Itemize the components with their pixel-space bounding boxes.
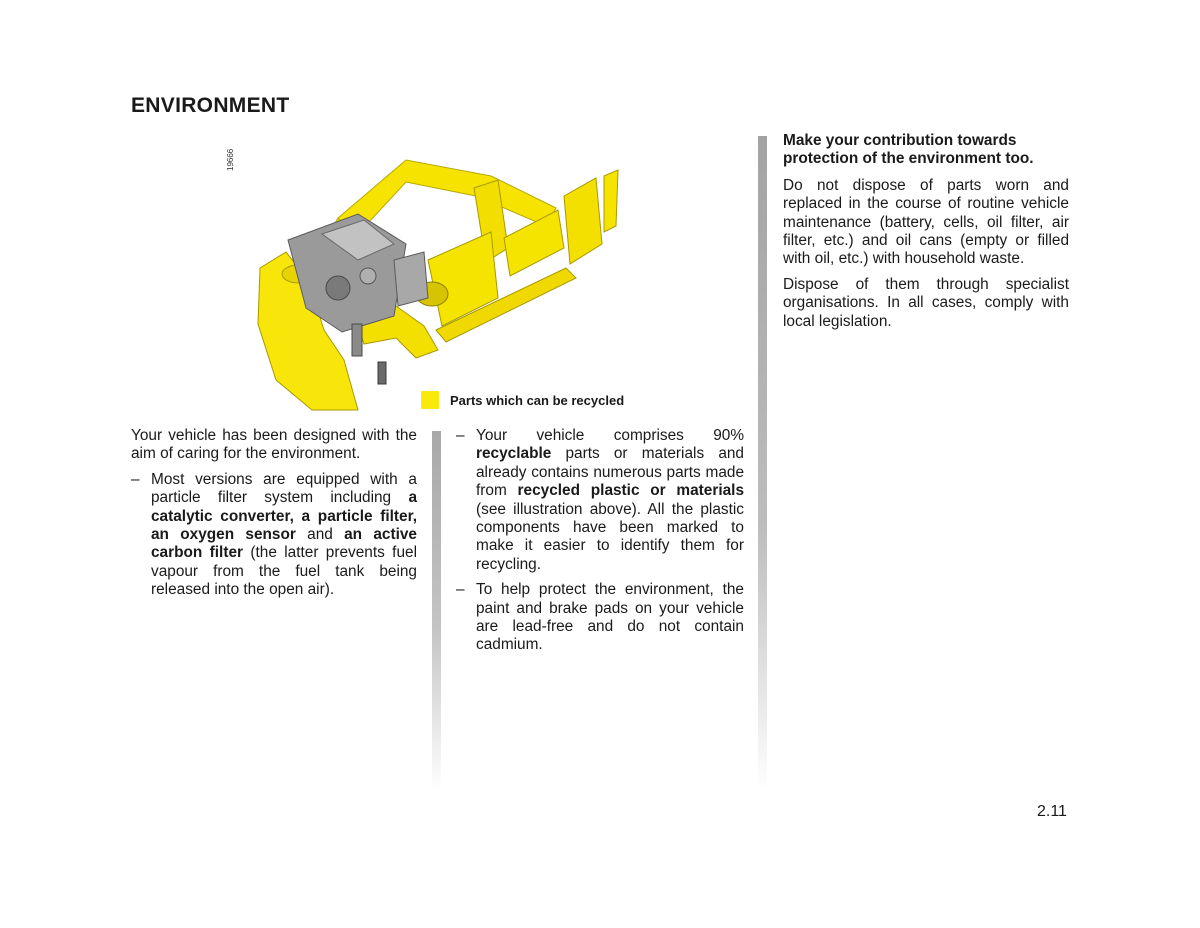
list-text: (see illustration above). All the plastic components have been marked to make it easier to identify them for recycling. [476, 500, 744, 573]
paragraph: Do not dispose of parts worn and replaced in the course of routine vehicle maintenance (battery, cells, oil filter, air filter, etc.) and oil cans (empty or filled with oil, etc.) with household waste. [783, 176, 1069, 268]
column-divider [758, 136, 767, 791]
list-dash: – [456, 427, 465, 444]
column-right [783, 132, 1069, 338]
column-middle [456, 427, 744, 662]
intro-paragraph: Your vehicle has been designed with the aim of caring for the environment. [131, 427, 417, 463]
vehicle-illustration [246, 148, 626, 413]
list-text: Most versions are equipped with a particle filter system including [151, 470, 417, 507]
list-bold-text: recyclable [476, 445, 552, 463]
list-dash: – [131, 470, 140, 488]
list-item [456, 581, 744, 655]
list-text: parts or materials and already contains numerous parts made from [476, 445, 744, 500]
legend-label: Parts which can be recycled [450, 392, 625, 408]
list-bold-text: recycled plastic or materials [517, 482, 745, 500]
list-text: (the latter prevents fuel vapour from the fuel tank being released into the open air). [151, 544, 417, 599]
list-dash: – [456, 581, 465, 599]
image-code: 19666 [226, 148, 235, 172]
column-divider [432, 431, 441, 791]
list-text: To help protect the environment, the paint and brake pads on your vehicle are lead-free and do not contain cadmium. [476, 581, 744, 654]
column-left [131, 427, 417, 607]
rear-pillar [604, 170, 618, 232]
list-bold-text: an active carbon filter [151, 526, 417, 562]
page-number: 2.11 [1037, 803, 1067, 820]
rear-panel [564, 178, 602, 264]
list-text: Your vehicle comprises 90% [476, 427, 744, 444]
recyclable-legend [421, 391, 624, 409]
page-title: ENVIRONMENT [131, 94, 290, 117]
list-item [456, 427, 744, 574]
list-text: and [295, 526, 345, 544]
paragraph: Dispose of them through specialist organisations. In all cases, comply with local legislation. [783, 275, 1069, 330]
list-bold-text: a catalytic converter, a particle filter, an oxygen sensor [151, 489, 417, 544]
legend-swatch [421, 391, 439, 409]
list-item [131, 471, 417, 600]
section-heading: Make your contribution towards protection of the environment too. [783, 132, 1034, 168]
